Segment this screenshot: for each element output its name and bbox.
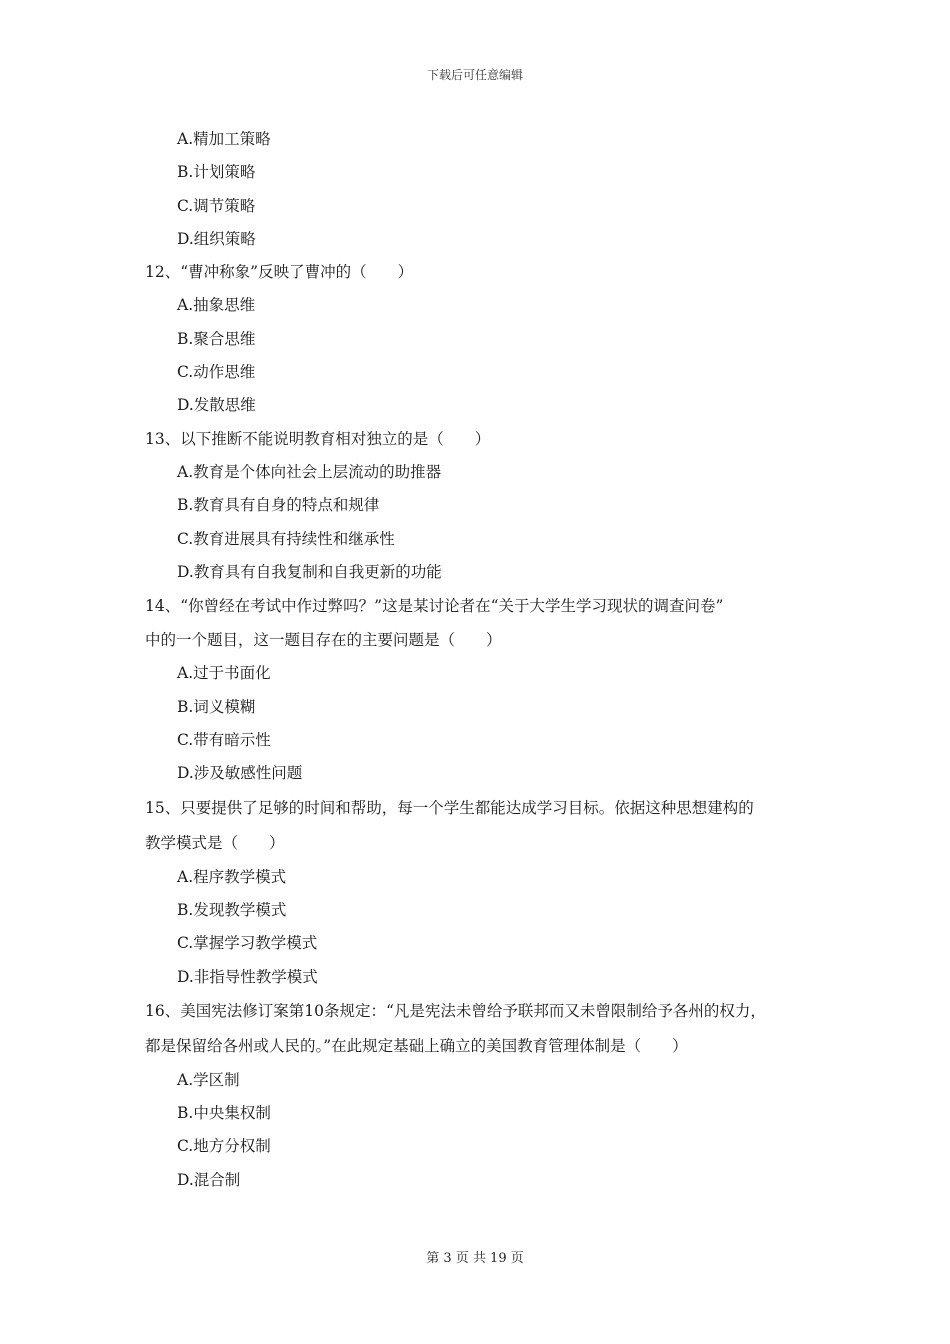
- q11-option-b: B.计划策略: [177, 163, 256, 182]
- q14-option-c: C.带有暗示性: [177, 731, 271, 750]
- q14-option-b: B.词义模糊: [177, 697, 256, 716]
- q11-option-a: A.精加工策略: [177, 130, 271, 148]
- q14-option-d: D.涉及敏感性问题: [177, 764, 303, 783]
- q13-option-b: B.教育具有自身的特点和规律: [177, 496, 380, 515]
- q11-option-d: D.组织策略: [177, 229, 256, 248]
- q12-option-b: B.聚合思维: [177, 329, 256, 348]
- q13-option-d: D.教育具有自我复制和自我更新的功能: [177, 562, 442, 581]
- q15-option-c: C.掌握学习教学模式: [177, 934, 318, 953]
- q13-option-c: C.教育进展具有持续性和继承性: [177, 529, 395, 548]
- page-footer: 第 3 页 共 19 页: [426, 1251, 524, 1266]
- q14-question-line2: 中的一个题目，这一题目存在的主要问题是（ ）: [145, 631, 502, 650]
- q14-question-line1: 14、“你曾经在考试中作过弊吗？”这是某讨论者在“关于大学生学习现状的调查问卷”: [145, 597, 724, 616]
- q15-option-b: B.发现教学模式: [177, 900, 287, 919]
- q11-option-c: C.调节策略: [177, 196, 256, 215]
- page-header: 下载后可任意编辑: [426, 68, 523, 82]
- q16-option-a: A.学区制: [177, 1070, 240, 1089]
- q15-option-a: A.程序教学模式: [177, 867, 287, 886]
- q15-question-line1: 15、只要提供了足够的时间和帮助，每一个学生都能达成学习目标。依据这种思想建构的: [145, 798, 754, 817]
- q13-question: 13、以下推断不能说明教育相对独立的是（ ）: [145, 429, 491, 448]
- q12-option-a: A.抽象思维: [177, 296, 256, 315]
- q16-option-b: B.中央集权制: [177, 1104, 271, 1123]
- question-content: [145, 123, 825, 1197]
- q13-option-a: A.教育是个体向社会上层流动的助推器: [177, 462, 442, 481]
- q12-option-c: C.动作思维: [177, 363, 256, 382]
- q12-question: 12、“曹冲称象”反映了曹冲的（ ）: [145, 263, 414, 282]
- q14-option-a: A.过于书面化: [177, 664, 271, 683]
- q16-question-line1: 16、美国宪法修订案第10条规定：“凡是宪法未曾给予联邦而又未曾限制给予各州的权力，: [145, 1001, 766, 1020]
- q15-option-d: D.非指导性教学模式: [177, 967, 318, 986]
- q16-option-d: D.混合制: [177, 1170, 241, 1189]
- q15-question-line2: 教学模式是（ ）: [145, 833, 285, 852]
- q16-option-c: C.地方分权制: [177, 1137, 271, 1156]
- q12-option-d: D.发散思维: [177, 396, 256, 415]
- q16-question-line2: 都是保留给各州或人民的。”在此规定基础上确立的美国教育管理体制是（ ）: [145, 1036, 688, 1055]
